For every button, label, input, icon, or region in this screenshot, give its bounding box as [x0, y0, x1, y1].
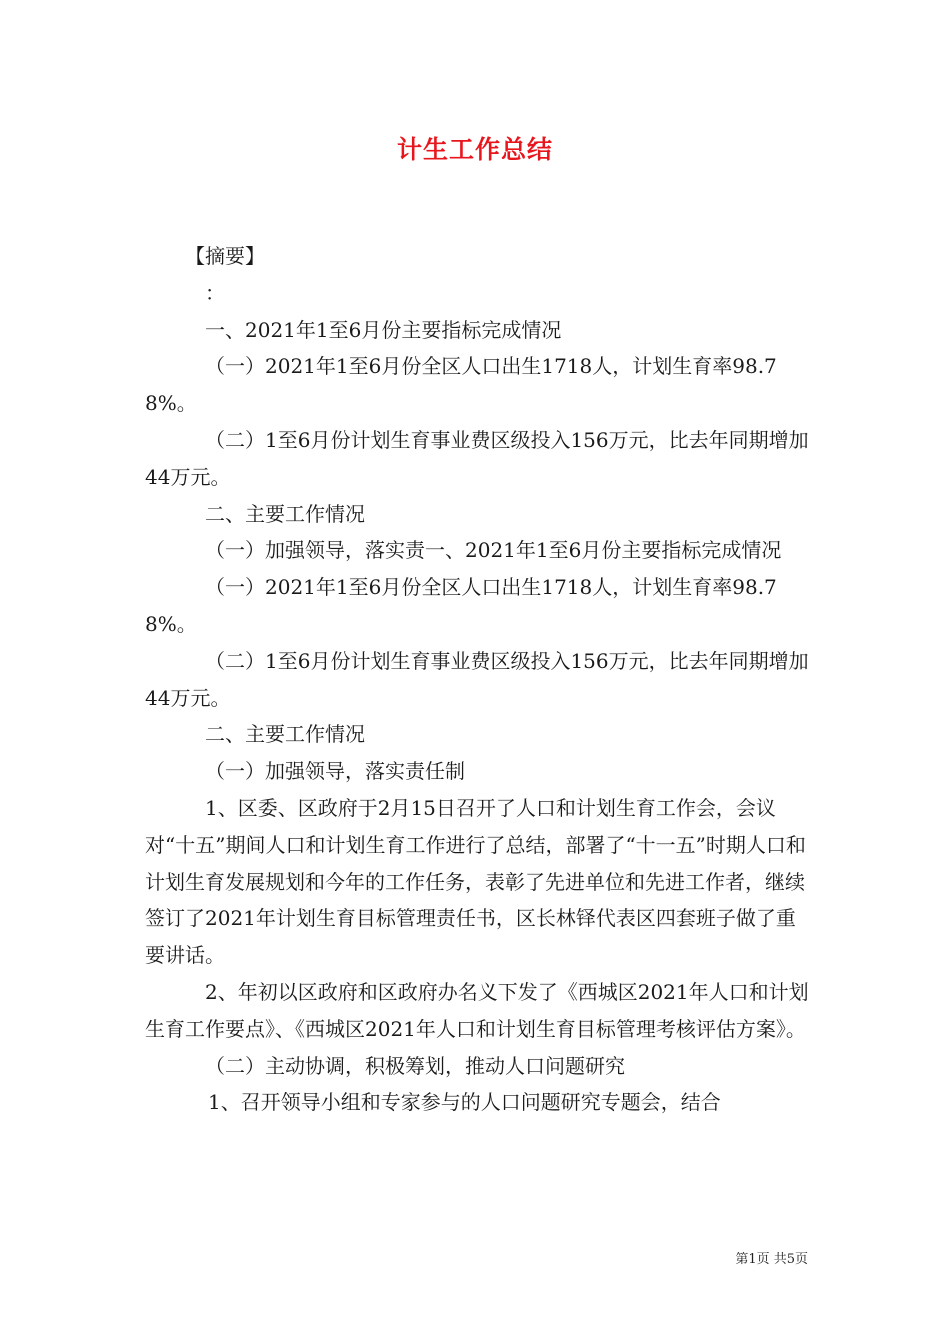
paragraph: 1、召开领导小组和专家参与的人口问题研究专题会，结合: [208, 1090, 721, 1115]
paragraph: 二、主要工作情况: [205, 501, 365, 526]
paragraph: 一、2021年1至6月份主要指标完成情况: [205, 317, 562, 342]
paragraph: （一）加强领导，落实责任制: [205, 759, 465, 784]
document-title: 计生工作总结: [396, 135, 553, 164]
paragraph: （一）加强领导，落实责一、2021年1至6月份主要指标完成情况: [205, 538, 782, 563]
paragraph: 1、区委、区政府于2月15日召开了人口和计划生育工作会，会议对“十五”期间人口和计划生育工作进行了总结，部署了“十一五”时期人口和计划生育发展规划和今年的工作任务，表彰了先进单位和先进工作者，继续签订了2021年计划生育目标管理责任书，区长林铎代表区四套班子做了重要讲话。: [145, 795, 806, 968]
paragraph: ：: [205, 280, 225, 305]
paragraph: （二）1至6月份计划生育事业费区级投入156万元，比去年同期增加44万元。: [145, 427, 809, 489]
paragraph: （二）主动协调，积极筹划，推动人口问题研究: [205, 1053, 625, 1078]
paragraph: （二）1至6月份计划生育事业费区级投入156万元，比去年同期增加44万元。: [145, 648, 809, 710]
document-body: [145, 238, 810, 1121]
paragraph: （一）2021年1至6月份全区人口出生1718人，计划生育率98.78%。: [145, 575, 777, 636]
page-footer: 第1页 共5页: [735, 1252, 808, 1267]
paragraph: （一）2021年1至6月份全区人口出生1718人，计划生育率98.78%。: [145, 354, 777, 416]
paragraph: 2、年初以区政府和区政府办名义下发了《西城区2021年人口和计划生育工作要点》、《西城区2021年人口和计划生育目标管理考核评估方案》。: [145, 979, 809, 1041]
paragraph: 【摘要】: [185, 244, 265, 268]
paragraph: 二、主要工作情况: [205, 722, 365, 747]
